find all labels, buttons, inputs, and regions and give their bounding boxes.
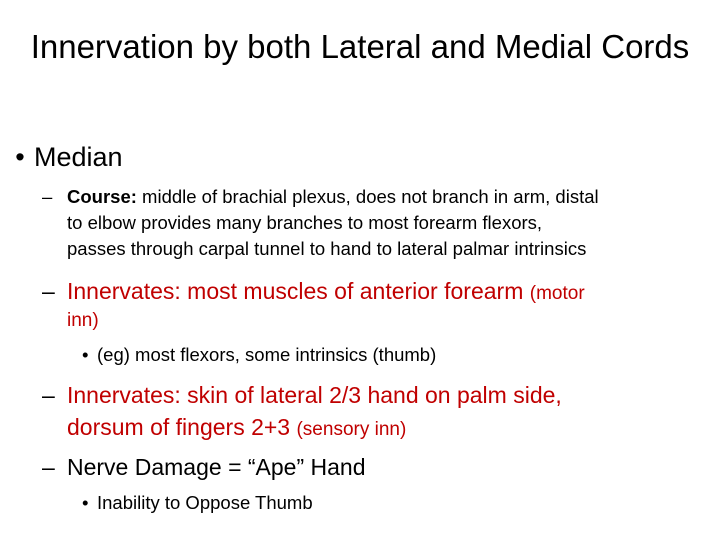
course-line2: to elbow provides many branches to most forearm flexors,	[67, 212, 543, 233]
damage-sub-text: Inability to Oppose Thumb	[97, 492, 313, 513]
motor-sub-text: (eg) most flexors, some intrinsics (thumb)	[97, 344, 437, 365]
course-label: Course:	[67, 186, 137, 207]
innervates-motor-text: most muscles of anterior forearm	[180, 278, 530, 304]
bullet-dot: •	[82, 492, 89, 513]
bullet-dash: –	[42, 278, 55, 304]
bullet-nerve-damage	[42, 452, 366, 482]
slide-title: Innervation by both Lateral and Medial Cords	[30, 28, 690, 65]
innervates-sensory-line2: dorsum of fingers 2+3	[67, 414, 297, 440]
bullet-dot: •	[82, 344, 89, 365]
bullet-dash: –	[42, 186, 53, 207]
innervates-sensory-note: (sensory inn)	[296, 419, 407, 440]
bullet-damage-sub	[82, 492, 313, 514]
innervates-sensory-line1: skin of lateral 2/3 hand on palm side,	[180, 382, 562, 408]
bullet-motor-sub	[82, 344, 436, 366]
nerve-damage-text: Nerve Damage = “Ape” Hand	[67, 454, 366, 480]
innervates-motor-label: Innervates:	[67, 278, 181, 304]
bullet-dash: –	[42, 454, 55, 480]
bullet-dot: •	[15, 142, 25, 172]
bullet-innervates-motor	[42, 276, 585, 309]
bullet-dash: –	[42, 382, 55, 408]
bullet-median-text: Median	[34, 142, 123, 172]
bullet-innervates-sensory	[42, 380, 562, 410]
bullet-course	[42, 184, 708, 262]
innervates-sensory-label: Innervates:	[67, 382, 181, 408]
innervates-motor-note1: (motor	[529, 283, 585, 304]
course-line1: middle of brachial plexus, does not branch in arm, distal	[136, 186, 599, 207]
bullet-median	[6, 142, 123, 173]
course-line3: passes through carpal tunnel to hand to lateral palmar intrinsics	[67, 238, 587, 259]
innervates-motor-note2: inn)	[67, 310, 99, 331]
innervates-sensory-cont	[67, 412, 406, 445]
